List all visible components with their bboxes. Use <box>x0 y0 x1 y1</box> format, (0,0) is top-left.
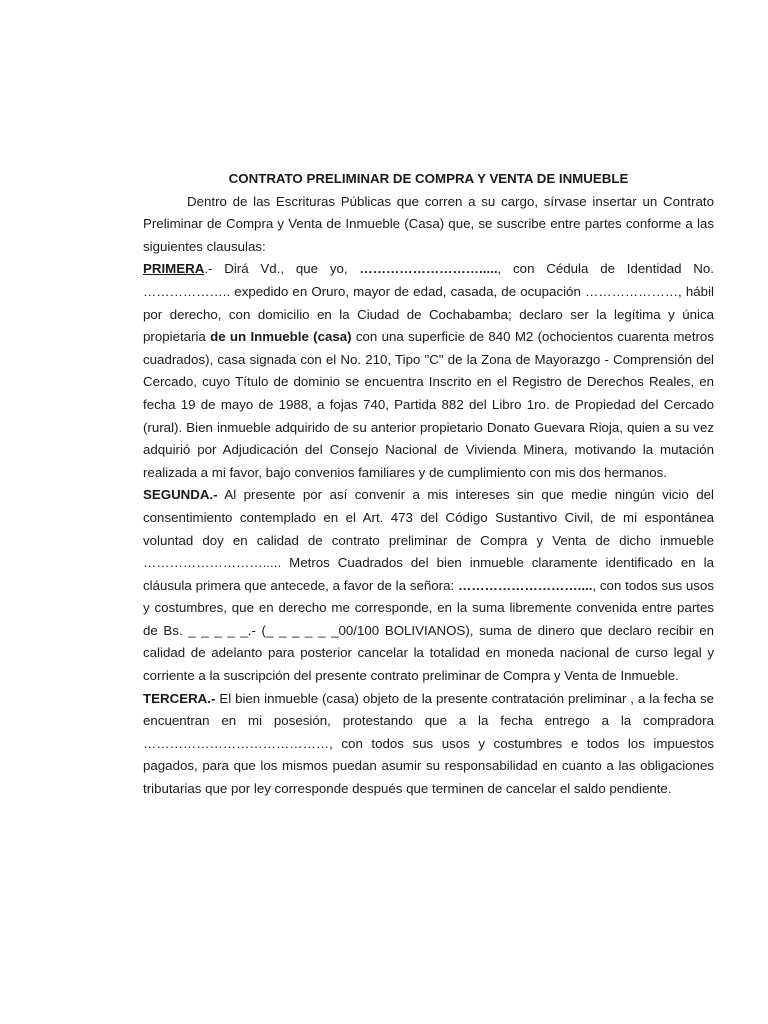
document-title: CONTRATO PRELIMINAR DE COMPRA Y VENTA DE INMUEBLE <box>228 171 629 186</box>
clause-segunda-label: SEGUNDA.- <box>143 487 218 503</box>
clause-tercera-text-1: El bien inmueble (casa) objeto de la presente contratación preliminar , a la fecha se encuentran en mi posesión, protestando que a la fecha entrego a la compradora ……………………………………, con todos sus usos y costumbres e todos los impuestos pagados, para que los mismos puedan asumir su responsabilidad en cuanto a las obligaciones tributarias que por ley corresponde después que terminen de cancelar el saldo pendiente. <box>143 690 714 797</box>
clause-tercera-label: TERCERA.- <box>143 690 216 706</box>
clause-segunda-text-1: Al presente por así convenir a mis intereses sin que medie ningún vicio del consentimiento contemplado en el Art. 473 del Código Sustantivo Civil, de mi espontánea voluntad doy en calidad de contrato preliminar de Compra y Venta de dicho inmueble ………………………..... Metros Cuadrados del bien inmueble claramente identificado en la cláusula primera que antecede, a favor de la señora: <box>143 487 714 593</box>
clause-primera <box>143 258 714 484</box>
clause-primera-text-3: con una superficie de 840 M2 (ochocientos cuarenta metros cuadrados), casa signada con el No. 210, Tipo "C" de la Zona de Mayorazgo - Comprensión del Cercado, cuyo Título de dominio se encuentra Inscrito en el Registro de Derechos Reales, en fecha 19 de mayo de 1988, a fojas 740, Partida 882 del Libro 1ro. de Propiedad del Cercado (rural). Bien inmueble adquirido de su anterior propietario Donato Guevara Rioja, quien a su vez adquirió por Adjudicación del Consejo Nacional de Vivienda Minera, motivando la mutación realizada a mi favor, bajo convenios familiares y de cumplimiento con mis dos hermanos. <box>143 329 714 480</box>
clause-primera-text-2: , con Cédula de Identidad No. ……………….. expedido en Oruro, mayor de edad, casada, de ocupación …………………, hábil por derecho, con domicilio en la Ciudad de Cochabamba; declaro ser la legítima y única propietaria <box>143 261 714 345</box>
clause-primera-label: PRIMERA <box>143 261 205 277</box>
clause-tercera <box>143 688 714 801</box>
clause-primera-text-1: Dirá Vd., que yo, <box>224 261 360 277</box>
blank-name-seller: ………………………..... <box>359 261 498 277</box>
blank-name-buyer: ……………………….... <box>457 577 593 593</box>
clause-primera-bold-property: de un Inmueble (casa) <box>210 329 352 345</box>
intro-paragraph: Dentro de las Escrituras Públicas que corren a su cargo, sírvase insertar un Contrato Preliminar de Compra y Venta de Inmueble (Casa) que, se suscribe entre partes conforme a las siguientes clausulas: <box>143 193 714 254</box>
clause-segunda-text-2: , con todos sus usos y costumbres, que en derecho me corresponde, en la suma libremente convenida entre partes de Bs. _ _ _ _ _.- (_ _ _ _ _ _00/100 BOLIVIANOS), suma de dinero que declaro recibir en calidad de adelanto para posterior cancelar la totalidad en moneda nacional de curso legal y corriente a la suscripción del presente contrato preliminar de Compra y Venta de Inmueble. <box>143 577 714 684</box>
clause-primera-sep: .- <box>204 261 225 277</box>
clause-segunda <box>143 484 714 687</box>
document-page <box>143 168 714 801</box>
